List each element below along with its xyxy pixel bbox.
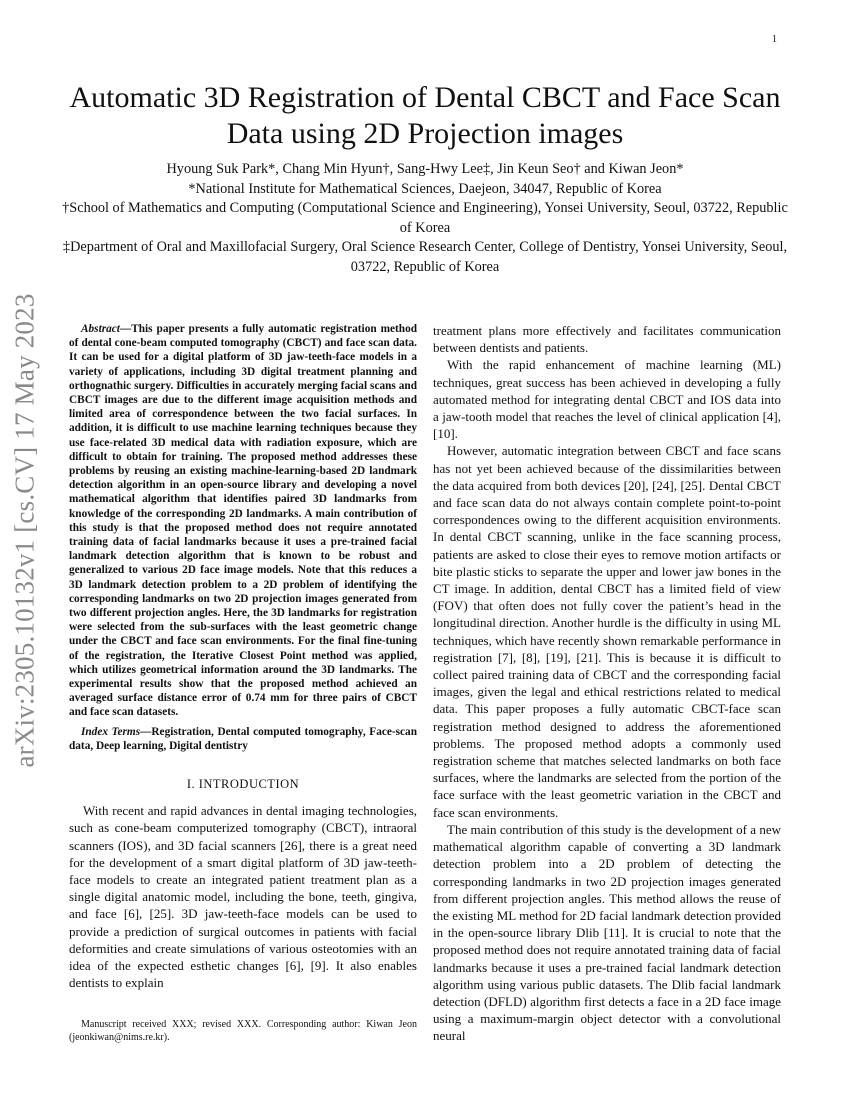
paper-title: Automatic 3D Registration of Dental CBCT and Face Scan Data using 2D Projection images (69, 81, 781, 150)
affiliation-3: ‡Department of Oral and Maxillofacial Surgery, Oral Science Research Center, College of Dentistry, Yonsei University, Seoul, 03722, Republic of Korea (62, 239, 788, 275)
arxiv-stamp (2, 280, 48, 780)
page-number: 1 (772, 34, 777, 45)
left-paragraph-1: With recent and rapid advances in dental imaging technologies, such as cone-beam computerized tomography (CBCT), intraoral scanners (IOS), and 3D facial scanners [26], there is a great need for the development of a smart digital platform of 3D jaw-teeth-face models to create an integrated patient treatment plan as a single digital anatomic model, including the bone, teeth, gingiva, and face [6], [25]. 3D jaw-teeth-face models can be used to provide a prediction of surgical outcomes in patients with facial deformities and create simulations of various osteotomies with an idea of the expected esthetic changes [6], [9]. It also enables dentists to explain (69, 803, 417, 991)
index-terms-text: —Registration, Dental computed tomography, Face-scan data, Deep learning, Digital dentistry (69, 725, 417, 752)
abstract-label: Abstract (81, 323, 120, 335)
right-column (433, 322, 781, 1045)
author-block (60, 160, 790, 277)
right-paragraph-3: However, automatic integration between CBCT and face scans has not yet been achieved because of the dissimilarities between the data acquired from both devices [20], [24], [25]. Dental CBCT and face scan data do not always contain complete point-to-point correspondences owing to the different acquisition environments. In dental CBCT scanning, unlike in the face scanning process, patients are asked to close their eyes to remove motion artifacts or bite plastic sticks to separate the upper and lower jaw bones in the CT image. In addition, dental CBCT has a limited field of view (FOV) that often does not fully cover the patient’s head in the longitudinal direction. Another hurdle is the difficulty in using ML techniques, which have recently shown remarkable performance in registration [7], [8], [19], [21]. This is because it is difficult to collect paired training data of CBCT and the corresponding facial images, given the legal and ethical restrictions related to medical data. This paper proposes a fully automatic CBCT-face scan registration method designed to address the aforementioned problems. The proposed method adopts a commonly used registration scheme that matches selected landmarks on both face surfaces, where the landmarks are selected from the portion of the face surface with the least geometric variation in the CBCT and face scan environments. (433, 443, 781, 820)
right-paragraph-4: The main contribution of this study is the development of a new mathematical algorithm capable of converting a 3D landmark detection problem into a 2D problem of detecting the corresponding landmarks in two 2D projection images generated from different projection angles. This method allows the reuse of the existing ML method for 2D facial landmark detection provided in the open-source library Dlib [11]. It is crucial to note that the proposed method does not require annotated training data of facial landmarks because it uses a pre-trained facial landmark detection algorithm using various public datasets. The Dlib facial landmark detection (DFLD) algorithm first detects a face in a 2D face image using a maximum-margin object detector with a convolutional neural (433, 821, 781, 1044)
affiliation-1: *National Institute for Mathematical Sciences, Daejeon, 34047, Republic of Korea (188, 180, 662, 197)
abstract (69, 322, 417, 720)
footnote: Manuscript received XXX; revised XXX. Corresponding author: Kiwan Jeon (jeonkiwan@nims.re.kr). (69, 1019, 417, 1043)
affiliation-2: †School of Mathematics and Computing (Computational Science and Engineering), Yonsei University, Seoul, 03722, Republic of Korea (62, 200, 788, 236)
section-heading: I. INTRODUCTION (186, 777, 300, 792)
index-terms-label: Index Terms (81, 725, 141, 738)
arxiv-identifier: arXiv:2305.10132v1 [cs.CV] 17 May 2023 (9, 292, 40, 768)
author-list: Hyoung Suk Park*, Chang Min Hyun†, Sang-Hwy Lee‡, Jin Keun Seo† and Kiwan Jeon* (166, 161, 684, 177)
right-paragraph-1: treatment plans more effectively and facilitates communication between dentists and patients. (433, 323, 781, 356)
left-column (69, 322, 417, 991)
index-terms (69, 725, 417, 753)
abstract-text: —This paper presents a fully automatic registration method of dental cone-beam computed tomography (CBCT) and face scan data. It can be used for a digital platform of 3D jaw-teeth-face models in a variety of applications, including 3D digital treatment planning and orthognathic surgery. Difficulties in accurately merging facial scans and CBCT images are due to the different image acquisition methods and limited area of correspondence between the two facial surfaces. In addition, it is difficult to use machine learning techniques because they use face-related 3D medical data with radiation exposure, which are difficult to obtain for training. The proposed method addresses these problems by reusing an existing machine-learning-based 2D landmark detection algorithm in an open-source library and developing a novel mathematical algorithm that identifies paired 3D landmarks from knowledge of the corresponding 2D landmarks. A main contribution of this study is that the proposed method does not require annotated training data of facial landmarks because it uses a pre-trained facial landmark detection algorithm that is known to be robust and generalized to various 2D face image models. Note that this reduces a 3D landmark detection problem to a 2D problem of identifying the corresponding landmarks on two 2D projection images generated from two different projection angles. Here, the 3D landmarks for registration were selected from the sub-surfaces with the least geometric change under the CBCT and face scan environments. For the final fine-tuning of the registration, the Iterative Closest Point method was applied, which utilizes geometrical information around the 3D landmarks. The experimental results show that the proposed method achieved an averaged surface distance error of 0.74 mm for three pairs of CBCT and face scan datasets. (69, 323, 417, 719)
right-paragraph-2: With the rapid enhancement of machine learning (ML) techniques, great success has been achieved in developing a fully automated method for integrating dental CBCT and IOS data into a jaw-tooth model that reaches the level of clinical application [4], [10]. (433, 357, 781, 442)
